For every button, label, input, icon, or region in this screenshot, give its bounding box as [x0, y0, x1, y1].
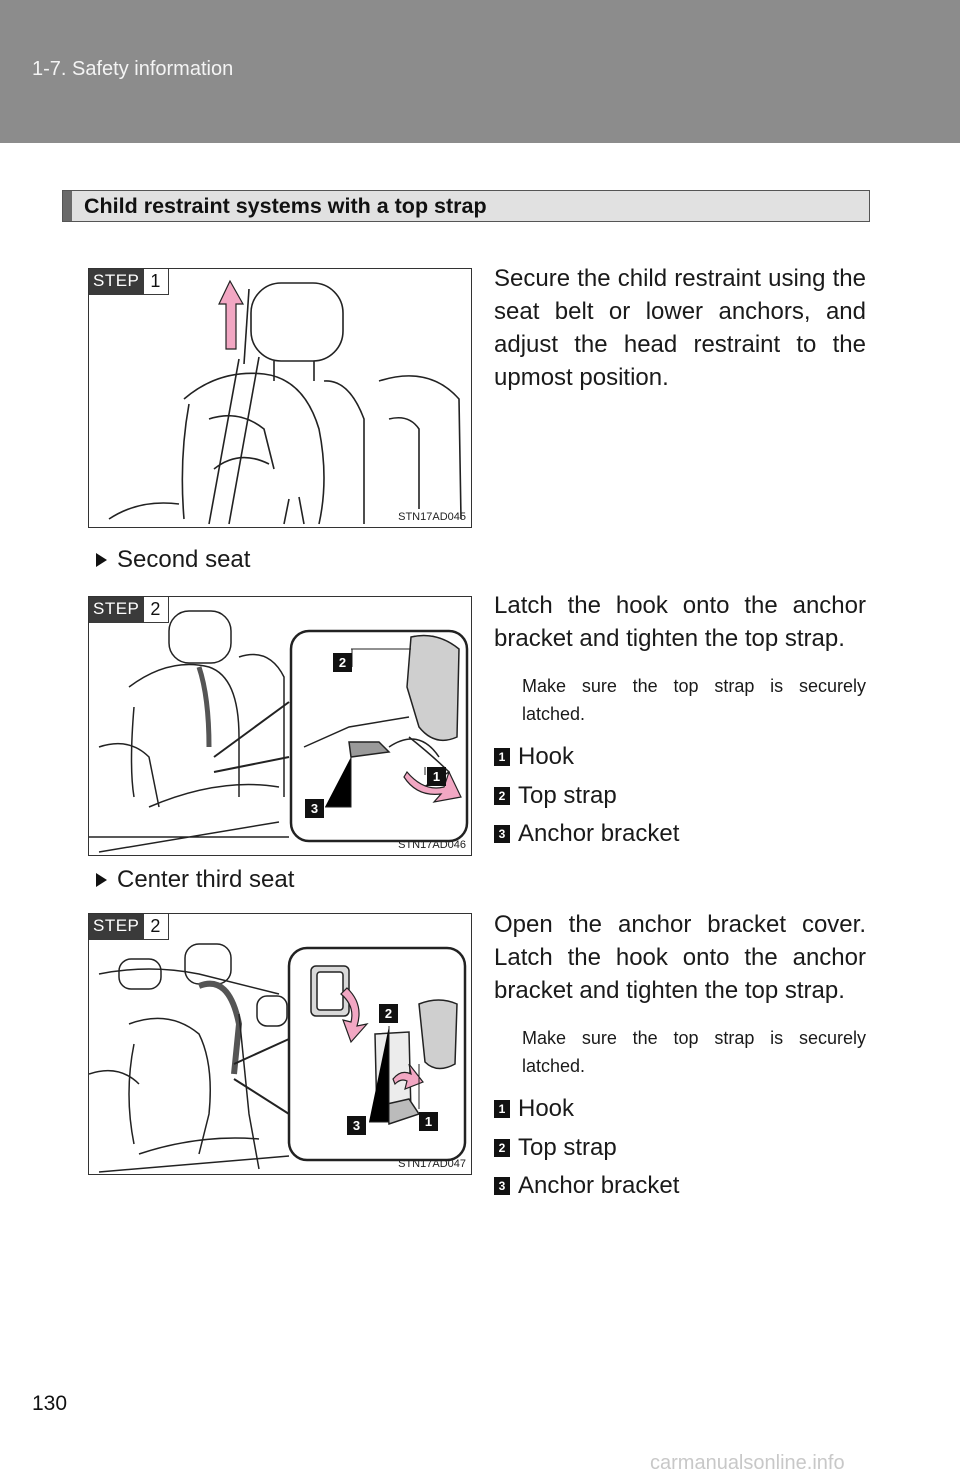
center-third-seat-label: [96, 866, 294, 894]
item-label: Hook: [518, 743, 575, 770]
item-label: Top strap: [518, 782, 617, 809]
number-badge: 1: [494, 1100, 510, 1118]
step-number: 2: [144, 597, 169, 623]
number-badge: 3: [494, 825, 510, 843]
step-badge: [89, 597, 169, 623]
anchor-illustration-second-seat: [89, 597, 472, 856]
center-third-seat-label-text: Center third seat: [117, 866, 295, 893]
number-badge: 1: [494, 748, 510, 766]
triangle-bullet-icon: [96, 553, 107, 567]
second-seat-label: [96, 546, 250, 574]
second-seat-item-top-strap: [494, 782, 617, 810]
callout-2: 2: [333, 653, 352, 672]
section-title: Child restraint systems with a top strap: [84, 194, 487, 218]
number-badge: 3: [494, 1177, 510, 1195]
third-seat-item-top-strap: [494, 1134, 617, 1162]
page-number: 130: [32, 1392, 68, 1415]
callout-2: 2: [379, 1004, 398, 1023]
figure-code: STN17AD046: [398, 839, 466, 851]
callout-1: 1: [419, 1112, 438, 1131]
third-seat-item-hook: [494, 1095, 574, 1123]
section-title-bar: [63, 191, 72, 221]
step-label: STEP: [89, 914, 144, 940]
third-seat-item-anchor-bracket: [494, 1172, 679, 1200]
figure-step1: [88, 268, 472, 528]
item-label: Hook: [518, 1095, 575, 1122]
center-third-seat-text: Open the anchor bracket cover. Latch the hook onto the anchor bracket and tighten the top strap.: [494, 911, 866, 1004]
figure-code: STN17AD047: [398, 1158, 466, 1170]
section-title-box: [62, 190, 870, 222]
item-label: Anchor bracket: [518, 820, 680, 847]
up-arrow-icon: [219, 281, 243, 349]
second-seat-item-hook: [494, 743, 574, 771]
second-seat-note: Make sure the top strap is securely latched.: [522, 676, 866, 724]
step-number: 2: [144, 914, 169, 940]
number-badge: 2: [494, 787, 510, 805]
step1-text: Secure the child restraint using the seat belt or lower anchors, and adjust the head restraint to the upmost position.: [494, 265, 866, 391]
step-label: STEP: [89, 597, 144, 623]
page-header: [0, 0, 960, 143]
figure-second-seat: [88, 596, 472, 856]
header-section-title: 1-7. Safety information: [32, 58, 234, 80]
step-label: STEP: [89, 269, 144, 295]
center-third-seat-note: Make sure the top strap is securely latched.: [522, 1028, 866, 1076]
item-label: Anchor bracket: [518, 1172, 680, 1199]
watermark[interactable]: carmanualsonline.info: [650, 1452, 845, 1474]
callout-3: 3: [305, 799, 324, 818]
number-badge: 2: [494, 1139, 510, 1157]
second-seat-text: Latch the hook onto the anchor bracket and tighten the top strap.: [494, 592, 866, 652]
figure-code: STN17AD045: [398, 511, 466, 523]
callout-1: 1: [427, 767, 446, 786]
callout-3: 3: [347, 1116, 366, 1135]
triangle-bullet-icon: [96, 873, 107, 887]
child-seat-illustration-step1: [89, 269, 472, 528]
item-label: Top strap: [518, 1134, 617, 1161]
second-seat-label-text: Second seat: [117, 546, 251, 573]
anchor-illustration-third-seat: [89, 914, 472, 1175]
step-number: 1: [144, 269, 169, 295]
second-seat-item-anchor-bracket: [494, 820, 679, 848]
step-badge: [89, 914, 169, 940]
figure-center-third-seat: [88, 913, 472, 1175]
step-badge: [89, 269, 169, 295]
